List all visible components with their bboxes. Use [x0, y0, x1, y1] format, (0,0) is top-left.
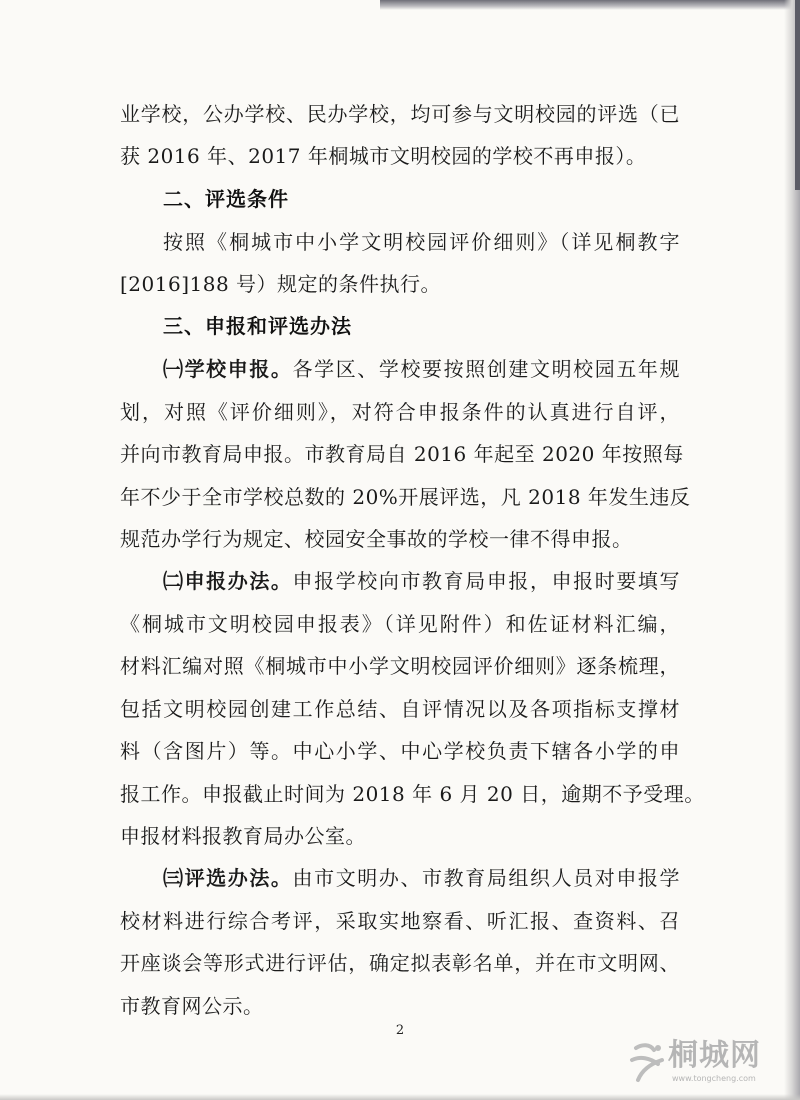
text-line-15: 校材料进行综合考评，采取实地察看、听汇报、查资料、召: [120, 909, 680, 933]
text-line-14: 申报材料报教育局办公室。: [120, 824, 366, 848]
section-3-lead: ㈢评选办法。: [163, 866, 293, 890]
text-line-13: 报工作。申报截止时间为 2018 年 6 月 20 日，逾期不予受理。: [120, 782, 705, 806]
section-3-text: 由市文明办、市教育局组织人员对申报学: [292, 866, 681, 890]
text-line-5: 划，对照《评价细则》，对符合申报条件的认真进行自评，: [120, 400, 680, 424]
site-watermark: [628, 1038, 778, 1090]
text-line-3: 按照《桐城市中小学文明校园评价细则》（详见桐教字: [163, 230, 680, 254]
section-2-text: 申报学校向市教育局申报，申报时要填写: [292, 569, 681, 593]
text-line-6: 并向市教育局申报。市教育局自 2016 年起至 2020 年按照每: [120, 442, 684, 466]
text-line-16: 开座谈会等形式进行评估，确定拟表彰名单，并在市文明网、: [120, 951, 680, 975]
section-1-first-line: [163, 355, 680, 383]
text-line-8: 规范办学行为规定、校园安全事故的学校一律不得申报。: [120, 527, 633, 551]
heading-method: 三、申报和评选办法: [163, 314, 352, 338]
text-line-12: 料（含图片）等。中心小学、中心学校负责下辖各小学的申: [120, 739, 680, 763]
text-line-10: 材料汇编对照《桐城市中小学文明校园评价细则》逐条梳理，: [120, 654, 680, 678]
scan-edge-right-dark: [795, 0, 800, 190]
text-line-11: 包括文明校园创建工作总结、自评情况以及各项指标支撑材: [120, 697, 680, 721]
text-line-17: 市教育网公示。: [120, 994, 264, 1018]
page-number: 2: [395, 1023, 405, 1038]
heading-criteria: 二、评选条件: [163, 187, 289, 211]
text-line-9: 《桐城市文明校园申报表》（详见附件）和佐证材料汇编，: [120, 612, 680, 636]
watermark-url: www.tongcheng.com: [672, 1074, 756, 1083]
watermark-brand: 桐城网: [668, 1038, 761, 1073]
scan-edge-bottom: [0, 1094, 800, 1100]
text-line-1: 业学校，公办学校、民办学校，均可参与文明校园的评选（已: [120, 102, 680, 126]
section-2-lead: ㈡申报办法。: [163, 569, 293, 593]
section-2-first-line: [163, 567, 680, 595]
section-3-first-line: [163, 864, 680, 892]
text-line-7: 年不少于全市学校总数的 20%开展评选，凡 2018 年发生违反: [120, 485, 691, 509]
scan-edge-top: [380, 0, 800, 10]
watermark-logo-icon: [628, 1040, 666, 1084]
section-1-text: 各学区、学校要按照创建文明校园五年规: [292, 357, 681, 381]
text-line-4: [2016]188 号）规定的条件执行。: [120, 272, 442, 296]
text-line-2: 获 2016 年、2017 年桐城市文明校园的学校不再申报）。: [120, 144, 647, 168]
section-1-lead: ㈠学校申报。: [163, 357, 293, 381]
